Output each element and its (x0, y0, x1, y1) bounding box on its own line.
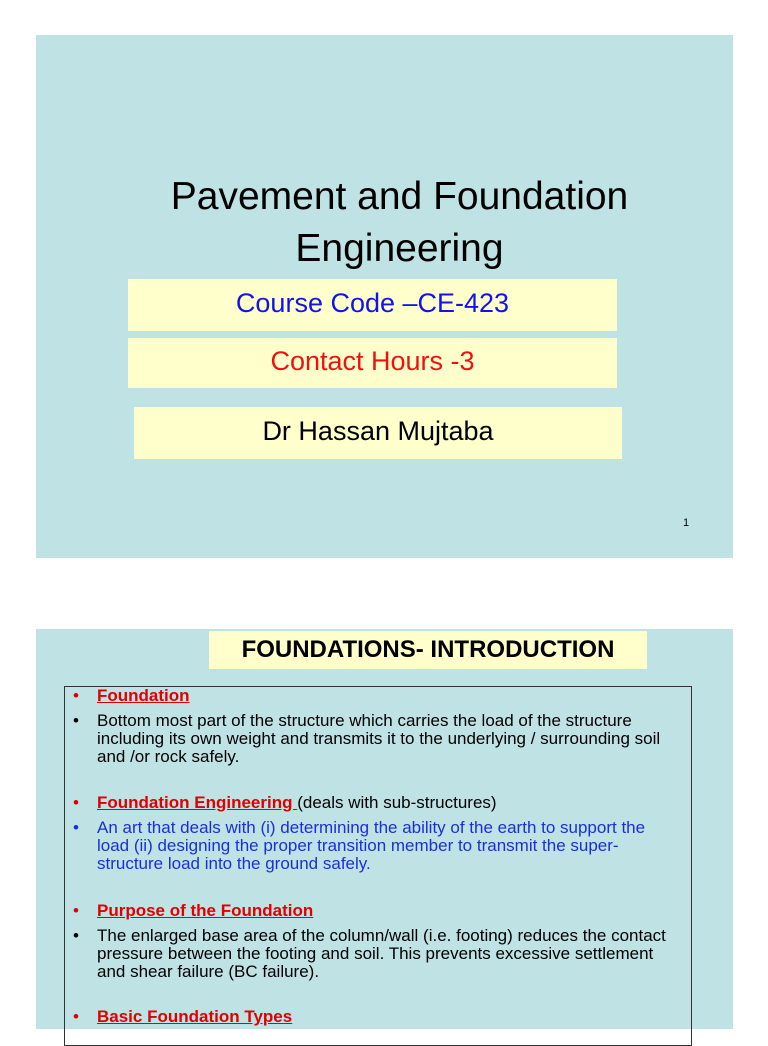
course-code: Course Code –CE-423 (235, 288, 510, 318)
bullet: • (73, 818, 79, 837)
bullet: • (73, 793, 79, 812)
contact-hours: Contact Hours -3 (270, 346, 475, 376)
foundation-definition: Bottom most part of the structure which carries the load of the structure including its own weight and transmits it to the underlying / surrounding soil and /or rock safely. (97, 711, 661, 766)
contact-hours-box (128, 338, 617, 388)
foundation-heading: Foundation (97, 686, 190, 705)
purpose-heading: Purpose of the Foundation (97, 901, 314, 920)
list-item-purpose-heading (73, 902, 681, 920)
page-number: 1 (683, 517, 690, 529)
title-slide (36, 35, 733, 558)
course-code-box (128, 279, 617, 331)
title-line-2: Engineering (295, 227, 504, 270)
foundation-engineering-note: (deals with sub-structures) (297, 793, 497, 812)
bullet: • (73, 901, 79, 920)
list-item-basic-types-heading (73, 1008, 681, 1026)
foundation-engineering-heading: Foundation Engineering (97, 793, 298, 812)
list-item-foundation-engineering-definition (73, 819, 681, 873)
introduction-slide (36, 629, 733, 1029)
foundation-engineering-definition: An art that deals with (i) determining the ability of the earth to support the load (ii) designing the proper transition member to transmit the super-structure load into the ground safely. (97, 818, 646, 873)
bullet: • (73, 711, 79, 730)
slide2-title: FOUNDATIONS- INTRODUCTION (209, 631, 647, 669)
bullet: • (73, 686, 79, 705)
title-line-1: Pavement and Foundation (170, 175, 629, 218)
author-box (134, 407, 622, 459)
bullet: • (73, 1007, 79, 1026)
basic-types-heading: Basic Foundation Types (97, 1007, 293, 1026)
author-name: Dr Hassan Mujtaba (262, 416, 494, 446)
list-item-foundation-heading (73, 687, 681, 705)
list-item-purpose-definition (73, 927, 681, 981)
content-box (64, 686, 692, 1046)
purpose-definition: The enlarged base area of the column/wall (i.e. footing) reduces the contact pressure between the footing and soil. This prevents excessive settlement and shear failure (BC failure). (97, 926, 666, 981)
list-item-foundation-engineering-heading (73, 794, 681, 812)
slide-title (36, 171, 733, 275)
bullet: • (73, 926, 79, 945)
list-item-foundation-definition (73, 712, 681, 766)
